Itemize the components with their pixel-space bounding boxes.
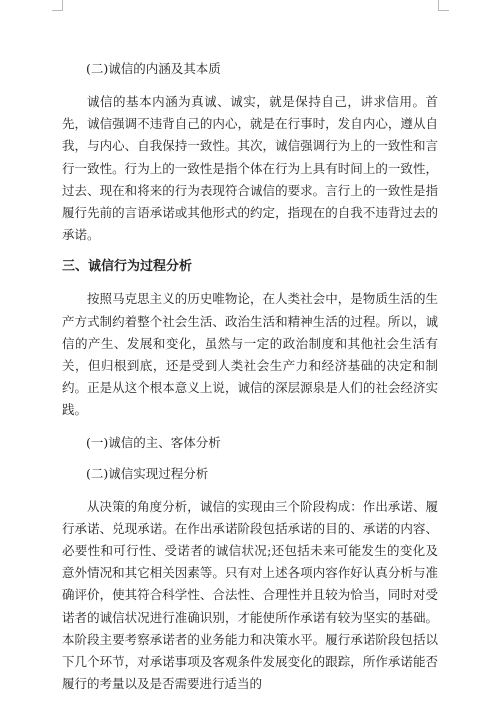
paragraph-historical-materialism: 按照马克思主义的历史唯物论，在人类社会中，是物质生活的生产方式制约着整个社会生活、政治生活和精神生活的过程。所以，诚信的产生、发展和变化，虽然与一定的政治制度和其他社会生活有关，但归根到底，还是受到人类社会生产力和经济基础的决定和制约。正是从这个根本意义上说，诚信的深层源泉是人们的社会经济实践。 [62,291,438,418]
crop-mark-top-left [52,0,63,11]
section-title-process-analysis: 三、诚信行为过程分析 [62,259,193,275]
subsection-title-realization: (二)诚信实现过程分析 [86,465,209,481]
subsection-title-connotation: (二)诚信的内涵及其本质 [86,61,221,76]
paragraph-realization-stages: 从决策的角度分析，诚信的实现由三个阶段构成：作出承诺、履行承诺、兑现承诺。在作出承诺阶段包括承诺的目的、承诺的内容、必要性和可行性、受诺者的诚信状况;还包括未来可能发生的变化及意外情况和其它相关因素等。只有对上述各项内容作好认真分析与准确评价，使其符合科学性、合法性、合理性并且较为恰当，同时对受诺者的诚信状况进行准确识别，才能使所作承诺有较为坚实的基础。本阶段主要考察承诺者的业务能力和决策水平。履行承诺阶段包括以下几个环节，对承诺事项及客观条件发展变化的跟踪，所作承诺能否履行的考量以及是否需要进行适当的 [62,498,438,692]
subsection-title-subject-object: (一)诚信的主、客体分析 [86,434,221,450]
crop-mark-top-right [438,0,449,11]
document-body [62,60,438,695]
paragraph-connotation: 诚信的基本内涵为真诚、诚实，就是保持自己，讲求信用。首先，诚信强调不违背自己的内心，就是在行事时，发自内心，遵从自我，与内心、自我保持一致性。其次，诚信强调行为上的一致性和言行一致性。行为上的一致性是指个体在行为上具有时间上的一致性，过去、现在和将来的行为表现符合诚信的要求。言行上的一致性是指履行先前的言语承诺或其他形式的约定，指现在的自我不违背过去的承诺。 [62,94,438,243]
